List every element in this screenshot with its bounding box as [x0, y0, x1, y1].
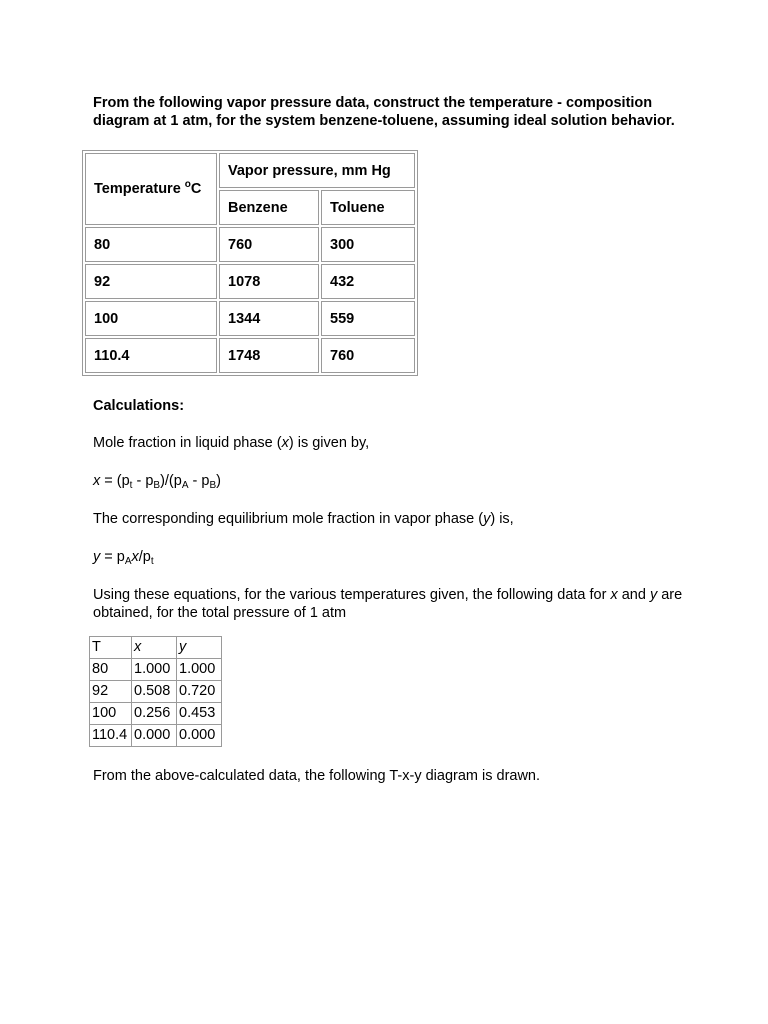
t-cell: 80 — [90, 659, 132, 681]
temperature-cell: 110.4 — [85, 338, 217, 373]
temperature-cell: 80 — [85, 227, 217, 262]
toluene-header: Toluene — [321, 190, 415, 225]
problem-statement: From the following vapor pressure data, construct the temperature - composition diagram at 1 atm, for the system benzene-toluene, assuming ideal solution behavior. — [93, 95, 675, 129]
liquid-fraction-equation: $x = (p_t - p_B)/(p_A - p_B)$ — [93, 473, 221, 491]
t-cell: 110.4 — [90, 725, 132, 747]
benzene-cell: 760 — [219, 227, 319, 262]
x-cell: 0.256 — [132, 703, 177, 725]
liquid-phase-text: Mole fraction in liquid phase (x) is given by, — [93, 435, 370, 451]
toluene-cell: 300 — [321, 227, 415, 262]
table-row — [85, 264, 415, 299]
table-row — [90, 659, 222, 681]
t-header: T — [90, 637, 132, 659]
temperature-header: Temperature $^o$C — [85, 153, 217, 225]
table-row — [90, 725, 222, 747]
toluene-cell: 432 — [321, 264, 415, 299]
y-cell: 0.453 — [177, 703, 222, 725]
benzene-header: Benzene — [219, 190, 319, 225]
y-header: y — [177, 637, 222, 659]
toluene-cell: 760 — [321, 338, 415, 373]
temperature-cell: 92 — [85, 264, 217, 299]
vapor-pressure-header: Vapor pressure, mm Hg — [219, 153, 415, 188]
benzene-cell: 1344 — [219, 301, 319, 336]
x-header: x — [132, 637, 177, 659]
using-equations-text: Using these equations, for the various temperatures given, the following data for x and y are obtained, for the total pressure of 1 atm — [93, 587, 683, 621]
table-row — [90, 681, 222, 703]
table-row — [90, 703, 222, 725]
vapor-pressure-table — [82, 150, 418, 376]
vapor-fraction-equation: $y = p_Ax/p_t$ — [93, 549, 154, 567]
x-cell: 0.508 — [132, 681, 177, 703]
table-header-row — [90, 637, 222, 659]
closing-text: From the above-calculated data, the following T-x-y diagram is drawn. — [93, 768, 541, 784]
benzene-cell: 1748 — [219, 338, 319, 373]
x-cell: 1.000 — [132, 659, 177, 681]
table-row — [85, 301, 415, 336]
table-row — [85, 227, 415, 262]
vapor-phase-text: The corresponding equilibrium mole fraction in vapor phase (y) is, — [93, 511, 514, 527]
t-cell: 92 — [90, 681, 132, 703]
y-cell: 1.000 — [177, 659, 222, 681]
y-cell: 0.720 — [177, 681, 222, 703]
table-row — [85, 338, 415, 373]
benzene-cell: 1078 — [219, 264, 319, 299]
y-cell: 0.000 — [177, 725, 222, 747]
x-cell: 0.000 — [132, 725, 177, 747]
toluene-cell: 559 — [321, 301, 415, 336]
xy-data-table — [89, 636, 222, 747]
document-page — [93, 94, 693, 785]
calculations-heading: Calculations: — [93, 398, 185, 414]
temperature-cell: 100 — [85, 301, 217, 336]
t-cell: 100 — [90, 703, 132, 725]
